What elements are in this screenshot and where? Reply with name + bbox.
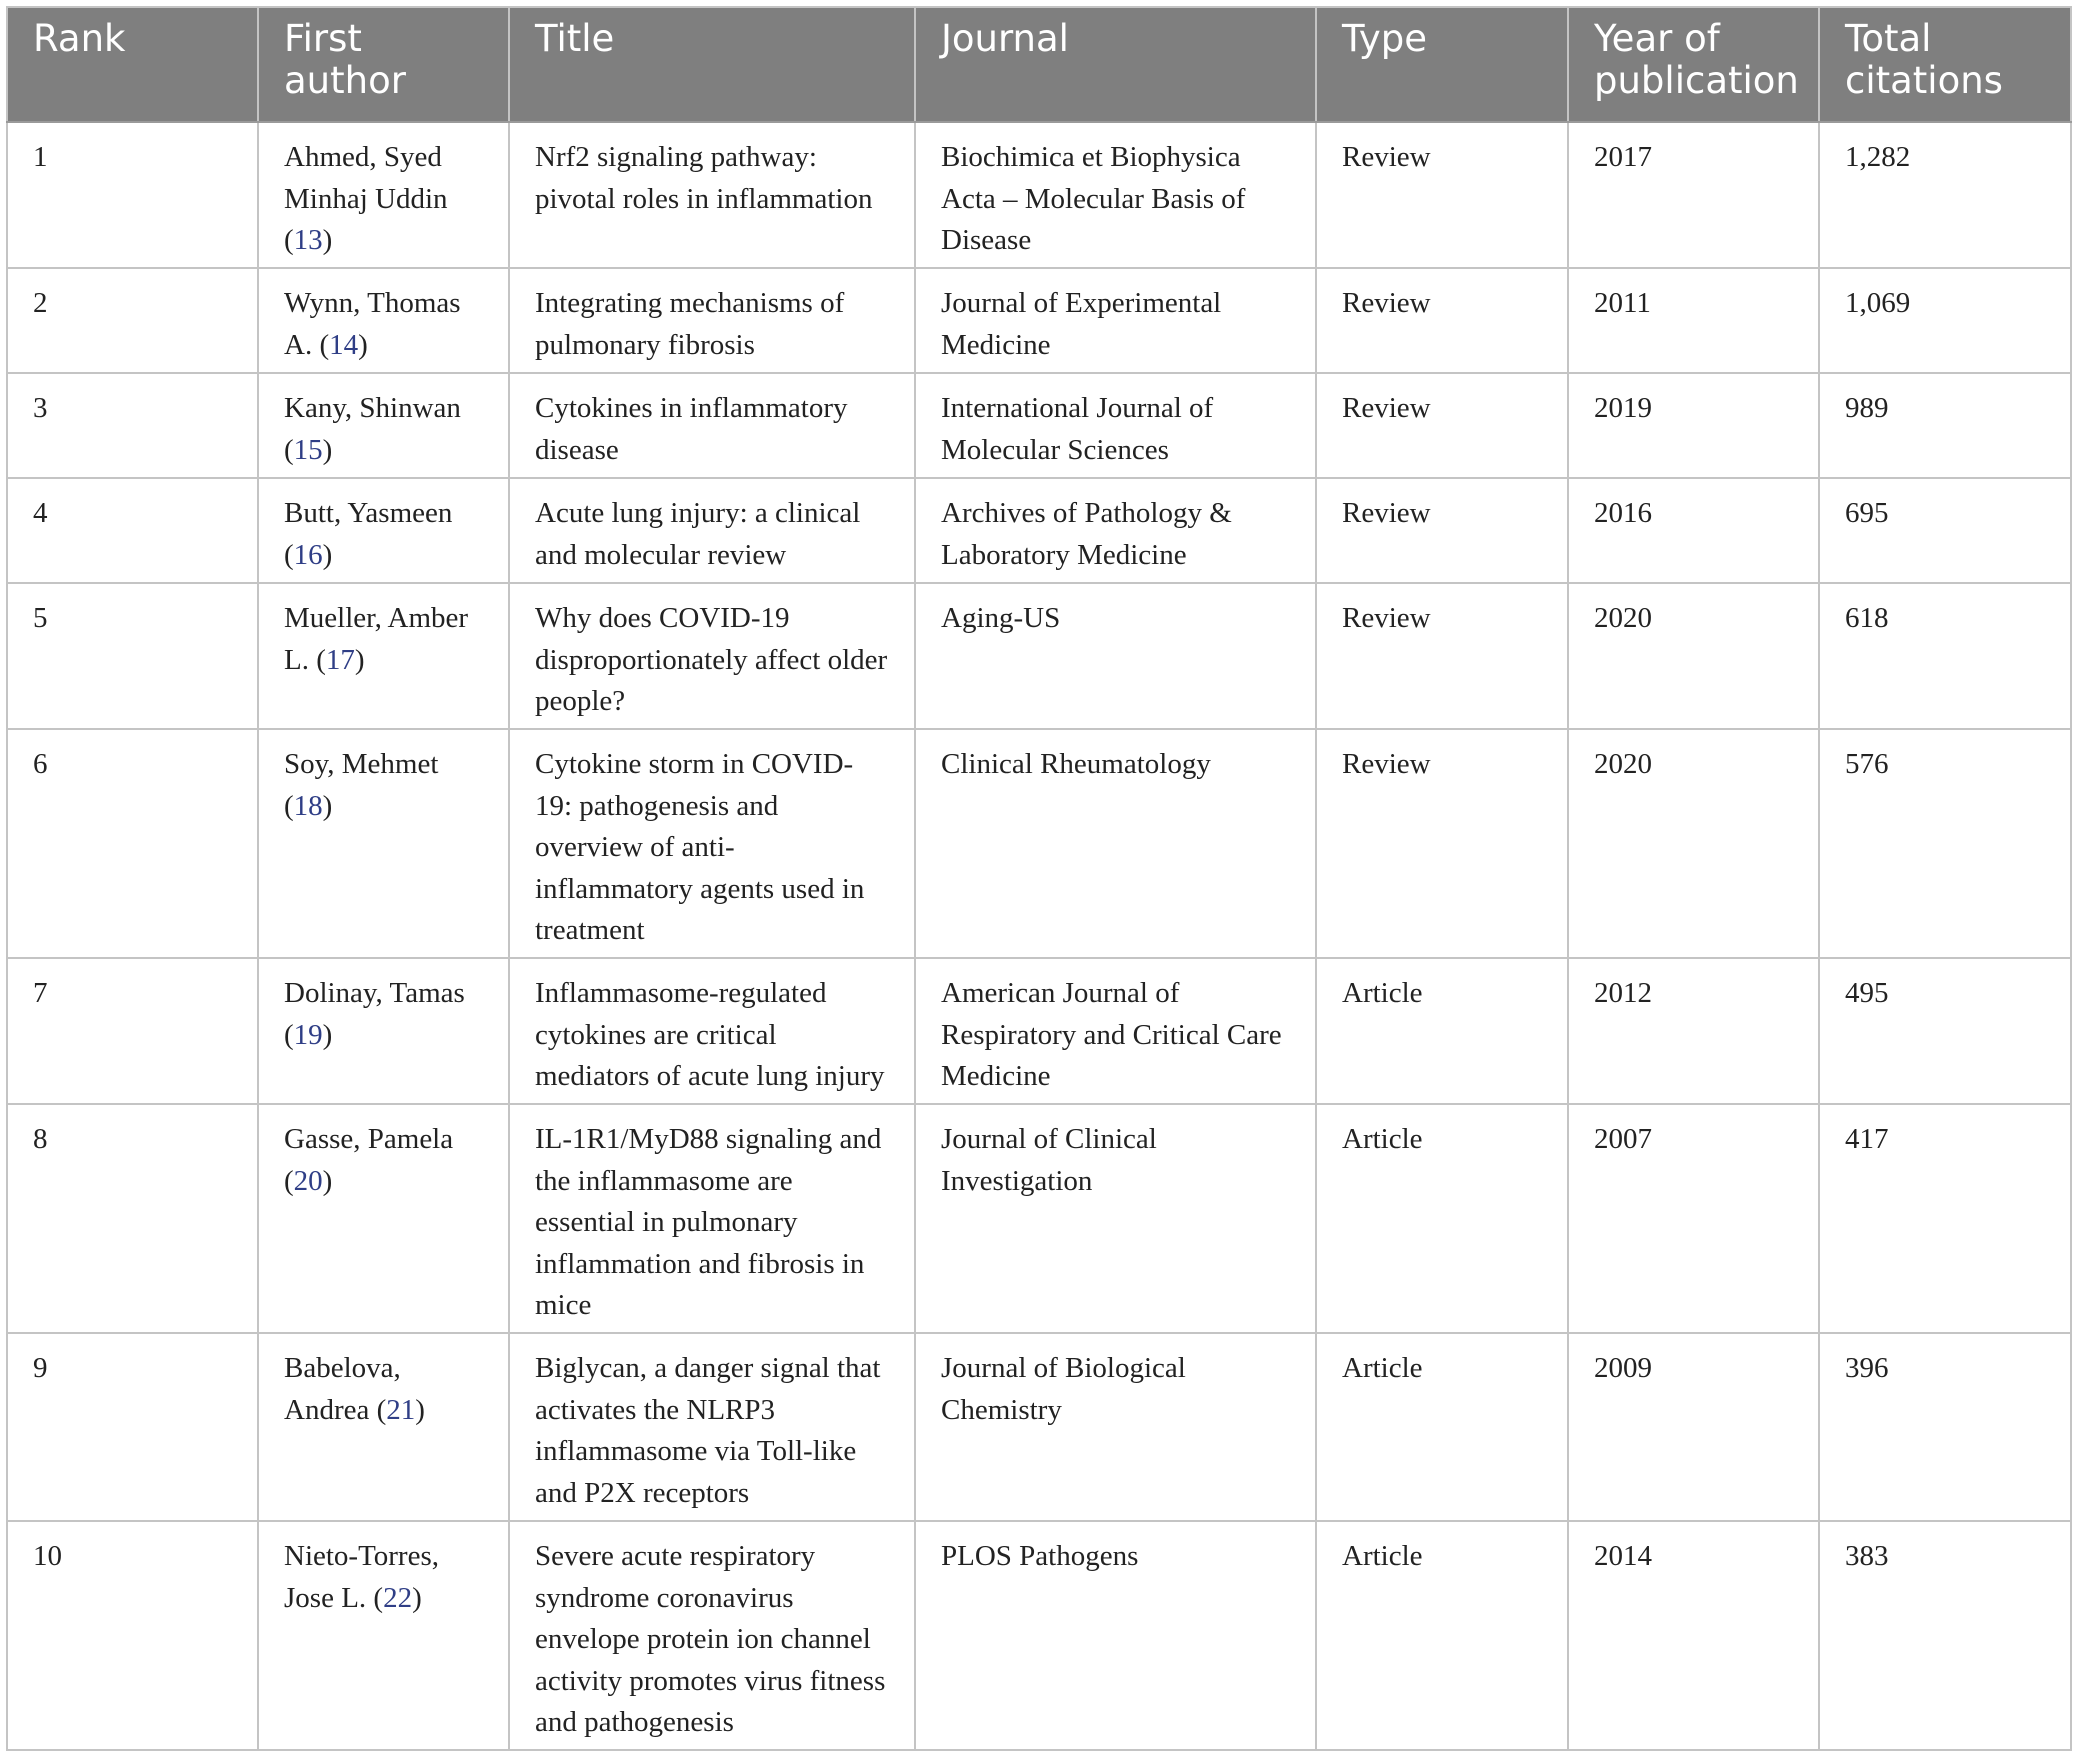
cell-journal: PLOS Pathogens <box>915 1521 1316 1750</box>
author-name: Ahmed, Syed Minhaj Uddin <box>284 141 448 215</box>
cell-title: Biglycan, a danger signal that activates the NLRP3 inflammasome via Toll-like and P2X receptors <box>509 1333 915 1521</box>
cell-rank: 4 <box>7 478 258 583</box>
author-name: Soy, Mehmet <box>284 748 439 780</box>
cell-year: 2009 <box>1568 1333 1819 1521</box>
reference-link[interactable]: 18 <box>293 789 323 822</box>
cell-citations: 417 <box>1819 1104 2071 1333</box>
cell-rank: 5 <box>7 583 258 729</box>
cell-year: 2011 <box>1568 268 1819 373</box>
author-name: Nieto-Torres, Jose L. <box>284 1540 439 1614</box>
cell-title: Nrf2 signaling pathway: pivotal roles in inflammation <box>509 122 915 268</box>
cell-type: Article <box>1316 958 1568 1104</box>
reference-link[interactable]: 20 <box>293 1164 323 1197</box>
table-row <box>7 478 2071 583</box>
cell-author: Gasse, Pamela (20) <box>258 1104 509 1333</box>
table-row <box>7 1333 2071 1521</box>
author-name: Butt, Yasmeen <box>284 497 453 529</box>
table-row <box>7 583 2071 729</box>
table-row <box>7 1104 2071 1333</box>
cell-title: Severe acute respiratory syndrome coronavirus envelope protein ion channel activity promotes virus fitness and pathogenesis <box>509 1521 915 1750</box>
cell-journal: Journal of Experimental Medicine <box>915 268 1316 373</box>
cell-citations: 396 <box>1819 1333 2071 1521</box>
cell-year: 2014 <box>1568 1521 1819 1750</box>
cell-journal: International Journal of Molecular Sciences <box>915 373 1316 478</box>
cell-title: IL-1R1/MyD88 signaling and the inflammasome are essential in pulmonary inflammation and fibrosis in mice <box>509 1104 915 1333</box>
cell-year: 2019 <box>1568 373 1819 478</box>
cell-title: Acute lung injury: a clinical and molecular review <box>509 478 915 583</box>
cell-author: Nieto-Torres, Jose L. (22) <box>258 1521 509 1750</box>
author-name: Mueller, Amber L. <box>284 602 469 676</box>
cell-rank: 6 <box>7 729 258 958</box>
cell-year: 2016 <box>1568 478 1819 583</box>
table-row <box>7 373 2071 478</box>
cell-title: Cytokines in inflammatory disease <box>509 373 915 478</box>
header-journal: Journal <box>915 7 1316 122</box>
cell-title: Why does COVID-19 disproportionately affect older people? <box>509 583 915 729</box>
cell-year: 2007 <box>1568 1104 1819 1333</box>
cell-author: Wynn, Thomas A. (14) <box>258 268 509 373</box>
cell-rank: 3 <box>7 373 258 478</box>
cell-journal: Archives of Pathology & Laboratory Medicine <box>915 478 1316 583</box>
cell-author: Soy, Mehmet (18) <box>258 729 509 958</box>
header-citations: Total citations <box>1819 7 2071 122</box>
reference-link[interactable]: 19 <box>293 1018 323 1051</box>
author-name: Babelova, Andrea <box>284 1352 401 1426</box>
cell-citations: 495 <box>1819 958 2071 1104</box>
author-name: Gasse, Pamela <box>284 1123 454 1155</box>
cell-type: Review <box>1316 373 1568 478</box>
cell-author: Mueller, Amber L. (17) <box>258 583 509 729</box>
cell-journal: Biochimica et Biophysica Acta – Molecular Basis of Disease <box>915 122 1316 268</box>
header-row <box>7 7 2071 122</box>
author-name: Kany, Shinwan <box>284 392 461 424</box>
cell-rank: 7 <box>7 958 258 1104</box>
cell-title: Cytokine storm in COVID-19: pathogenesis and overview of anti-inflammatory agents used in treatment <box>509 729 915 958</box>
reference-link[interactable]: 14 <box>329 328 359 361</box>
cell-author: Dolinay, Tamas (19) <box>258 958 509 1104</box>
cell-citations: 618 <box>1819 583 2071 729</box>
cell-journal: Aging-US <box>915 583 1316 729</box>
cell-type: Review <box>1316 478 1568 583</box>
table-row <box>7 1521 2071 1750</box>
cell-rank: 10 <box>7 1521 258 1750</box>
cell-journal: American Journal of Respiratory and Critical Care Medicine <box>915 958 1316 1104</box>
cell-year: 2020 <box>1568 729 1819 958</box>
cell-title: Inflammasome-regulated cytokines are critical mediators of acute lung injury <box>509 958 915 1104</box>
table-row <box>7 268 2071 373</box>
cell-citations: 1,282 <box>1819 122 2071 268</box>
cell-year: 2017 <box>1568 122 1819 268</box>
cell-type: Article <box>1316 1333 1568 1521</box>
header-title: Title <box>509 7 915 122</box>
cell-type: Article <box>1316 1521 1568 1750</box>
cell-citations: 383 <box>1819 1521 2071 1750</box>
cell-rank: 1 <box>7 122 258 268</box>
table-row <box>7 729 2071 958</box>
citations-table <box>6 6 2072 1751</box>
cell-citations: 1,069 <box>1819 268 2071 373</box>
cell-year: 2020 <box>1568 583 1819 729</box>
header-first-author: First author <box>258 7 509 122</box>
reference-link[interactable]: 15 <box>293 433 323 466</box>
cell-type: Article <box>1316 1104 1568 1333</box>
cell-year: 2012 <box>1568 958 1819 1104</box>
cell-type: Review <box>1316 729 1568 958</box>
cell-author: Butt, Yasmeen (16) <box>258 478 509 583</box>
cell-rank: 2 <box>7 268 258 373</box>
reference-link[interactable]: 22 <box>383 1581 413 1614</box>
cell-citations: 989 <box>1819 373 2071 478</box>
cell-type: Review <box>1316 122 1568 268</box>
header-rank: Rank <box>7 7 258 122</box>
header-year: Year of publication <box>1568 7 1819 122</box>
cell-journal: Journal of Clinical Investigation <box>915 1104 1316 1333</box>
table-container <box>6 6 2070 1751</box>
cell-author: Ahmed, Syed Minhaj Uddin (13) <box>258 122 509 268</box>
reference-link[interactable]: 17 <box>325 643 355 676</box>
reference-link[interactable]: 13 <box>293 224 323 256</box>
cell-title: Integrating mechanisms of pulmonary fibrosis <box>509 268 915 373</box>
cell-rank: 9 <box>7 1333 258 1521</box>
cell-journal: Journal of Biological Chemistry <box>915 1333 1316 1521</box>
header-type: Type <box>1316 7 1568 122</box>
reference-link[interactable]: 21 <box>386 1393 416 1426</box>
table-row <box>7 958 2071 1104</box>
table-row <box>7 122 2071 268</box>
cell-author: Kany, Shinwan (15) <box>258 373 509 478</box>
cell-journal: Clinical Rheumatology <box>915 729 1316 958</box>
cell-rank: 8 <box>7 1104 258 1333</box>
author-name: Wynn, Thomas A. <box>284 287 461 361</box>
cell-type: Review <box>1316 583 1568 729</box>
cell-citations: 695 <box>1819 478 2071 583</box>
cell-author: Babelova, Andrea (21) <box>258 1333 509 1521</box>
cell-citations: 576 <box>1819 729 2071 958</box>
reference-link[interactable]: 16 <box>293 538 323 571</box>
cell-type: Review <box>1316 268 1568 373</box>
author-name: Dolinay, Tamas <box>284 977 465 1009</box>
